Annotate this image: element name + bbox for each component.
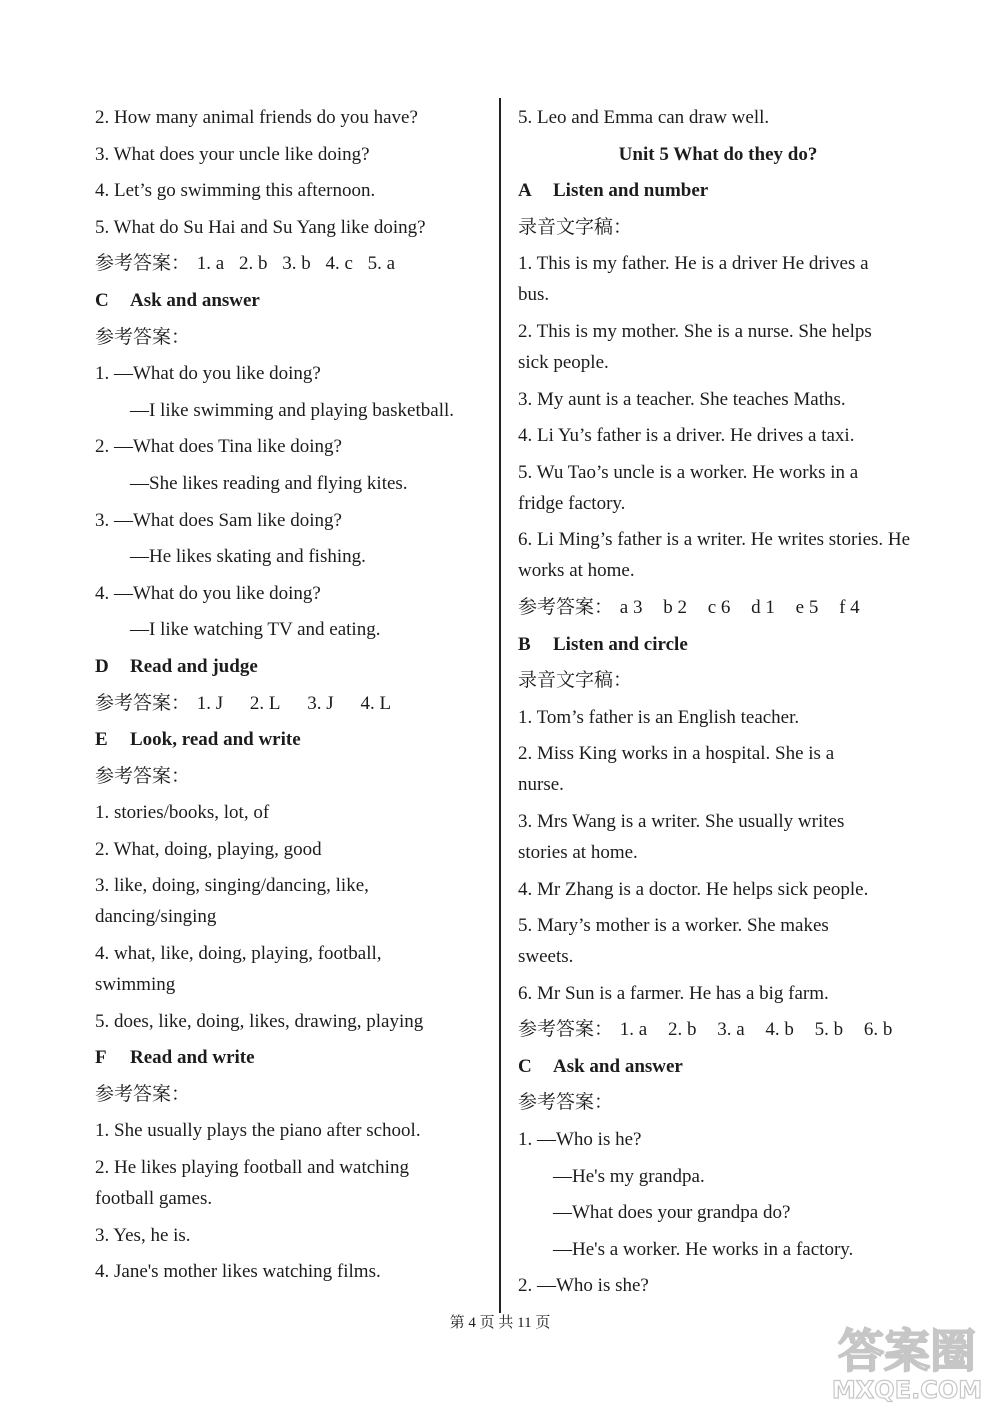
answer-label: 参考答案：	[95, 253, 191, 275]
answer-item: 4. b	[765, 1019, 794, 1041]
answer-line: 5. does, like, doing, likes, drawing, playing	[95, 1010, 424, 1032]
dialog-answer: —He's my grandpa.	[553, 1165, 705, 1187]
dialog-answer: —I like swimming and playing basketball.	[130, 399, 455, 421]
answer-item: c 6	[707, 596, 731, 618]
answer-row-b	[95, 248, 485, 279]
answer-item: 4. c	[325, 253, 353, 275]
answer-item: e 5	[795, 596, 819, 618]
answer-item: 3. b	[282, 253, 311, 275]
section-title: Read and judge	[130, 655, 258, 677]
section-letter: B	[518, 633, 531, 655]
section-heading-b	[518, 629, 918, 660]
answer-item: 1. J	[196, 692, 224, 714]
script-line: 5. Mary’s mother is a worker. She makes sweets.	[518, 915, 829, 968]
answer-line: 2. He likes playing football and watching football games.	[95, 1157, 409, 1210]
left-column	[95, 102, 485, 1293]
script-line: 3. Mrs Wang is a writer. She usually writes stories at home.	[518, 810, 845, 863]
section-letter: D	[95, 655, 109, 677]
page-footer: 第 4 页 共 11 页	[449, 1315, 551, 1331]
script-line: 6. Mr Sun is a farmer. He has a big farm.	[518, 982, 829, 1004]
dialog-question: 1. —What do you like doing?	[95, 363, 321, 385]
answer-item: 2. L	[249, 692, 281, 714]
script-line: 2. Miss King works in a hospital. She is a nurse.	[518, 743, 835, 796]
answer-line: 3. like, doing, singing/dancing, like, dancing/singing	[95, 875, 369, 928]
answer-item: 6. b	[863, 1019, 893, 1041]
answer-label: 参考答案：	[95, 1083, 191, 1105]
answer-item: 3. J	[307, 692, 334, 714]
column-divider	[499, 98, 501, 1313]
question-2: 2. How many animal friends do you have?	[95, 107, 418, 128]
section-title: Listen and circle	[553, 633, 688, 655]
answer-line: 2. What, doing, playing, good	[95, 838, 322, 860]
section-title: Ask and answer	[553, 1055, 683, 1077]
answer-item: 5. b	[814, 1019, 844, 1041]
dialog-answer: —She likes reading and flying kites.	[130, 472, 408, 494]
answer-item: b 2	[663, 596, 687, 618]
section-letter: C	[95, 289, 109, 311]
script-line: 1. This is my father. He is a driver He drives a bus.	[518, 253, 869, 306]
section-letter: A	[518, 180, 532, 202]
answer-item: 5. a	[367, 253, 396, 275]
script-label: 录音文字稿：	[518, 216, 633, 238]
script-line: 4. Mr Zhang is a doctor. He helps sick people.	[518, 878, 869, 900]
answer-row-b	[518, 1014, 918, 1045]
answer-item: 2. b	[238, 253, 268, 275]
script-line: 3. My aunt is a teacher. She teaches Maths.	[518, 388, 846, 410]
answer-row-d	[95, 688, 485, 719]
section-letter: F	[95, 1047, 107, 1069]
dialog-answer: —What does your grandpa do?	[553, 1202, 791, 1224]
unit-title: Unit 5 What do they do?	[618, 143, 818, 165]
script-line: 2. This is my mother. She is a nurse. She helps sick people.	[518, 320, 872, 373]
answer-item: 2. b	[667, 1019, 697, 1041]
script-line: 4. Li Yu’s father is a driver. He drives a taxi.	[518, 425, 855, 447]
dialog-question: 1. —Who is he?	[518, 1129, 642, 1151]
dialog-answer: —He likes skating and fishing.	[130, 546, 366, 568]
answer-label: 参考答案：	[95, 692, 191, 714]
watermark-text: 答案圈	[838, 1324, 976, 1378]
answer-label: 参考答案：	[95, 326, 191, 348]
script-line: 6. Li Ming’s father is a writer. He writes stories. He works at home.	[518, 529, 911, 582]
answer-item: 4. L	[360, 692, 392, 714]
section-title: Read and write	[130, 1047, 255, 1069]
answer-label: 参考答案：	[518, 1019, 614, 1041]
script-line: 1. Tom’s father is an English teacher.	[518, 706, 800, 728]
answer-item: 3. a	[717, 1019, 745, 1041]
answer-line: 4. Jane's mother likes watching films.	[95, 1261, 381, 1283]
answer-label: 参考答案：	[518, 596, 614, 618]
answer-row-a	[518, 592, 918, 623]
dialog-question: 2. —Who is she?	[518, 1275, 649, 1297]
watermark-logo	[832, 1312, 982, 1404]
dialog-answer: —He's a worker. He works in a factory.	[553, 1238, 854, 1260]
question-4: 4. Let’s go swimming this afternoon.	[95, 180, 376, 202]
question-5: 5. Leo and Emma can draw well.	[518, 107, 770, 128]
section-title: Ask and answer	[130, 289, 260, 311]
section-title: Look, read and write	[130, 729, 301, 751]
section-heading-e	[95, 724, 485, 755]
section-heading-a	[518, 175, 918, 206]
answer-item: 1. a	[619, 1019, 648, 1041]
answer-item: 1. a	[196, 253, 225, 275]
dialog-question: 2. —What does Tina like doing?	[95, 436, 342, 458]
script-line: 5. Wu Tao’s uncle is a worker. He works in a fridge factory.	[518, 461, 859, 514]
dialog-question: 3. —What does Sam like doing?	[95, 509, 342, 531]
section-heading-d	[95, 651, 485, 682]
question-3: 3. What does your uncle like doing?	[95, 143, 370, 165]
right-column	[518, 102, 918, 1307]
section-title: Listen and number	[553, 180, 709, 202]
answer-line: 4. what, like, doing, playing, football, swimming	[95, 943, 382, 996]
answer-line: 3. Yes, he is.	[95, 1224, 191, 1246]
dialog-question: 4. —What do you like doing?	[95, 582, 321, 604]
section-heading-c	[95, 285, 485, 316]
answer-item: f 4	[839, 596, 860, 618]
dialog-answer: —I like watching TV and eating.	[130, 619, 381, 641]
answer-label: 参考答案：	[518, 1092, 614, 1114]
section-letter: C	[518, 1055, 532, 1077]
watermark-url: MXQE.COM	[832, 1376, 982, 1404]
answer-item: a 3	[619, 596, 643, 618]
answer-item: d 1	[751, 596, 775, 618]
answer-line: 1. stories/books, lot, of	[95, 802, 270, 824]
answer-line: 1. She usually plays the piano after school.	[95, 1120, 421, 1142]
section-letter: E	[95, 729, 108, 751]
answer-label: 参考答案：	[95, 765, 191, 787]
script-label: 录音文字稿：	[518, 670, 633, 692]
question-5: 5. What do Su Hai and Su Yang like doing?	[95, 216, 426, 238]
section-heading-f	[95, 1042, 485, 1073]
section-heading-c	[518, 1051, 918, 1082]
